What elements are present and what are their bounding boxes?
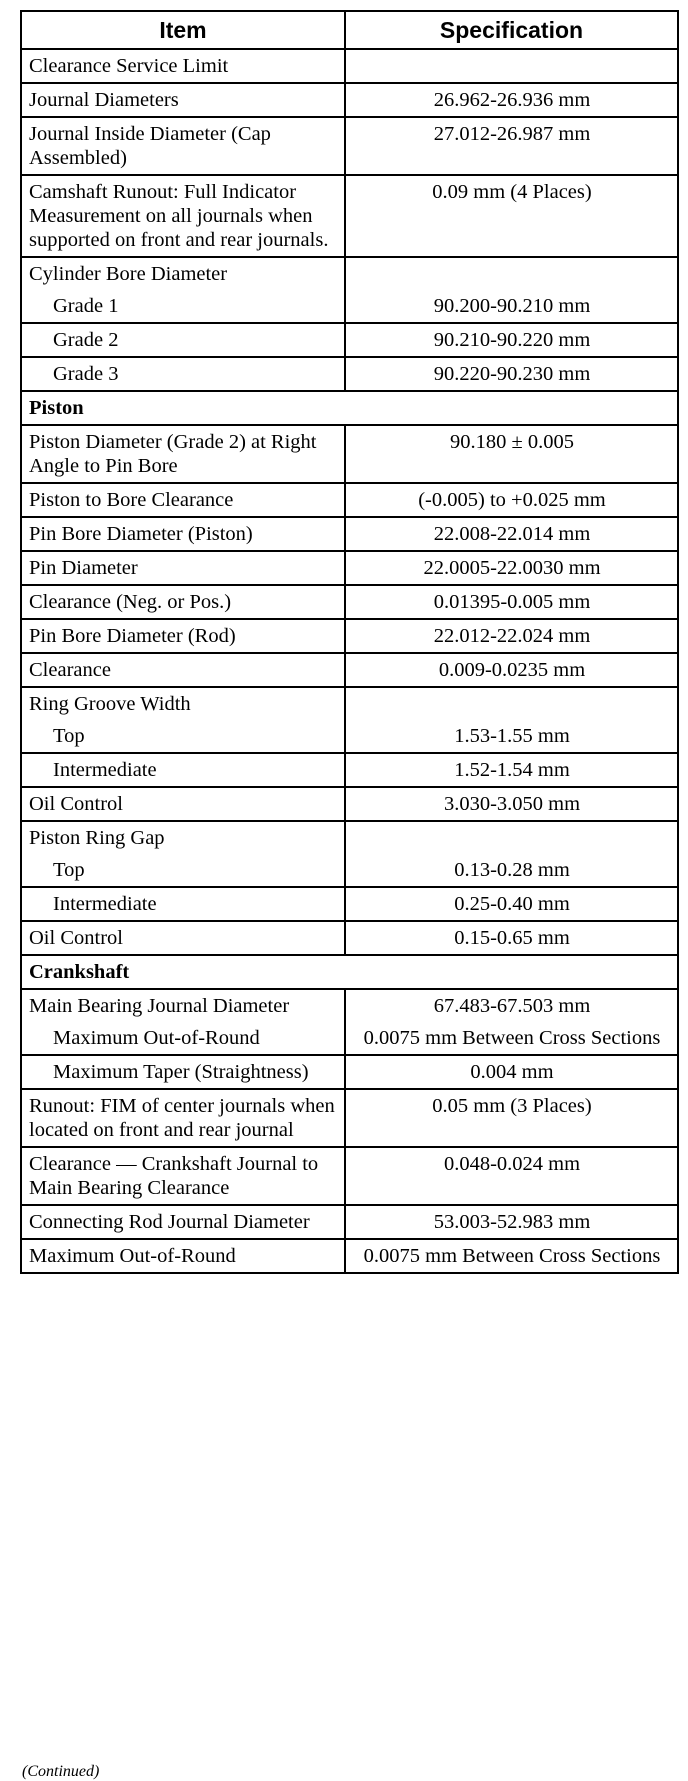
spec-cell: 0.0075 mm Between Cross Sections (345, 1022, 678, 1055)
spec-cell: 0.05 mm (3 Places) (345, 1089, 678, 1147)
spec-cell: 22.0005-22.0030 mm (345, 551, 678, 585)
spec-cell: 0.0075 mm Between Cross Sections (345, 1239, 678, 1273)
spec-cell: 22.008-22.014 mm (345, 517, 678, 551)
table-row (21, 1205, 678, 1239)
item-cell: Top (21, 854, 345, 887)
spec-cell: 90.210-90.220 mm (345, 323, 678, 357)
header-row (21, 11, 678, 49)
item-cell: Clearance Service Limit (21, 49, 345, 83)
table-row-subitem (21, 323, 678, 357)
item-cell: Maximum Out-of-Round (21, 1022, 345, 1055)
table-row (21, 175, 678, 257)
table-row-subitem (21, 1022, 678, 1055)
item-cell: Maximum Taper (Straightness) (21, 1055, 345, 1089)
spec-cell: 0.048-0.024 mm (345, 1147, 678, 1205)
spec-cell: 0.01395-0.005 mm (345, 585, 678, 619)
table-row (21, 83, 678, 117)
table-row (21, 117, 678, 175)
continued-note: (Continued) (22, 1763, 100, 1780)
item-cell: Intermediate (21, 753, 345, 787)
table-row (21, 585, 678, 619)
spec-cell: 67.483-67.503 mm (345, 989, 678, 1022)
table-row-subitem (21, 357, 678, 391)
section-heading-row (21, 955, 678, 989)
item-cell: Clearance — Crankshaft Journal to Main Bearing Clearance (21, 1147, 345, 1205)
item-cell: Main Bearing Journal Diameter (21, 989, 345, 1022)
spec-cell: 26.962-26.936 mm (345, 83, 678, 117)
item-cell: Piston Diameter (Grade 2) at Right Angle to Pin Bore (21, 425, 345, 483)
item-cell: Grade 3 (21, 357, 345, 391)
item-cell: Pin Bore Diameter (Piston) (21, 517, 345, 551)
spec-table (20, 10, 679, 1274)
table-row (21, 425, 678, 483)
specification-column-header: Specification (345, 11, 678, 49)
table-row (21, 517, 678, 551)
table-row (21, 653, 678, 687)
table-row (21, 989, 678, 1022)
table-row (21, 483, 678, 517)
table-row (21, 1239, 678, 1273)
spec-cell: 0.15-0.65 mm (345, 921, 678, 955)
table-row-subitem (21, 720, 678, 753)
table-row-group-header (21, 821, 678, 854)
item-cell: Journal Inside Diameter (Cap Assembled) (21, 117, 345, 175)
spec-cell: 53.003-52.983 mm (345, 1205, 678, 1239)
item-cell: Runout: FIM of center journals when located on front and rear journal (21, 1089, 345, 1147)
item-cell: Pin Bore Diameter (Rod) (21, 619, 345, 653)
spec-cell: 90.220-90.230 mm (345, 357, 678, 391)
spec-cell: 0.009-0.0235 mm (345, 653, 678, 687)
table-row (21, 49, 678, 83)
table-row (21, 787, 678, 821)
table-row (21, 921, 678, 955)
item-cell: Piston to Bore Clearance (21, 483, 345, 517)
table-row-group-header (21, 257, 678, 290)
table-row-subitem (21, 753, 678, 787)
item-cell: Journal Diameters (21, 83, 345, 117)
item-cell: Clearance (Neg. or Pos.) (21, 585, 345, 619)
spec-cell: 0.13-0.28 mm (345, 854, 678, 887)
spec-cell: (-0.005) to +0.025 mm (345, 483, 678, 517)
spec-cell: 0.004 mm (345, 1055, 678, 1089)
item-cell: Top (21, 720, 345, 753)
spec-cell (345, 821, 678, 854)
item-column-header: Item (21, 11, 345, 49)
table-row (21, 619, 678, 653)
item-cell: Pin Diameter (21, 551, 345, 585)
item-cell: Ring Groove Width (21, 687, 345, 720)
spec-cell (345, 257, 678, 290)
table-row-subitem (21, 1055, 678, 1089)
item-cell: Intermediate (21, 887, 345, 921)
table-row-group-header (21, 687, 678, 720)
item-cell: Grade 2 (21, 323, 345, 357)
spec-cell: 0.09 mm (4 Places) (345, 175, 678, 257)
item-cell: Oil Control (21, 921, 345, 955)
spec-cell: 90.200-90.210 mm (345, 290, 678, 323)
item-cell: Cylinder Bore Diameter (21, 257, 345, 290)
spec-cell: 27.012-26.987 mm (345, 117, 678, 175)
table-row (21, 1147, 678, 1205)
item-cell: Camshaft Runout: Full Indicator Measurement on all journals when supported on front and rear journals. (21, 175, 345, 257)
spec-cell: 0.25-0.40 mm (345, 887, 678, 921)
table-row-subitem (21, 887, 678, 921)
spec-cell: 1.52-1.54 mm (345, 753, 678, 787)
spec-cell (345, 687, 678, 720)
table-row (21, 551, 678, 585)
item-cell: Connecting Rod Journal Diameter (21, 1205, 345, 1239)
item-cell: Clearance (21, 653, 345, 687)
item-cell: Piston Ring Gap (21, 821, 345, 854)
item-cell: Maximum Out-of-Round (21, 1239, 345, 1273)
item-cell: Grade 1 (21, 290, 345, 323)
spec-cell: 1.53-1.55 mm (345, 720, 678, 753)
spec-cell: 90.180 ± 0.005 (345, 425, 678, 483)
spec-cell (345, 49, 678, 83)
section-heading-row (21, 391, 678, 425)
table-row (21, 1089, 678, 1147)
section-heading-crankshaft: Crankshaft (21, 955, 678, 989)
spec-cell: 22.012-22.024 mm (345, 619, 678, 653)
section-heading-piston: Piston (21, 391, 678, 425)
item-cell: Oil Control (21, 787, 345, 821)
spec-cell: 3.030-3.050 mm (345, 787, 678, 821)
table-row-subitem (21, 290, 678, 323)
table-row-subitem (21, 854, 678, 887)
